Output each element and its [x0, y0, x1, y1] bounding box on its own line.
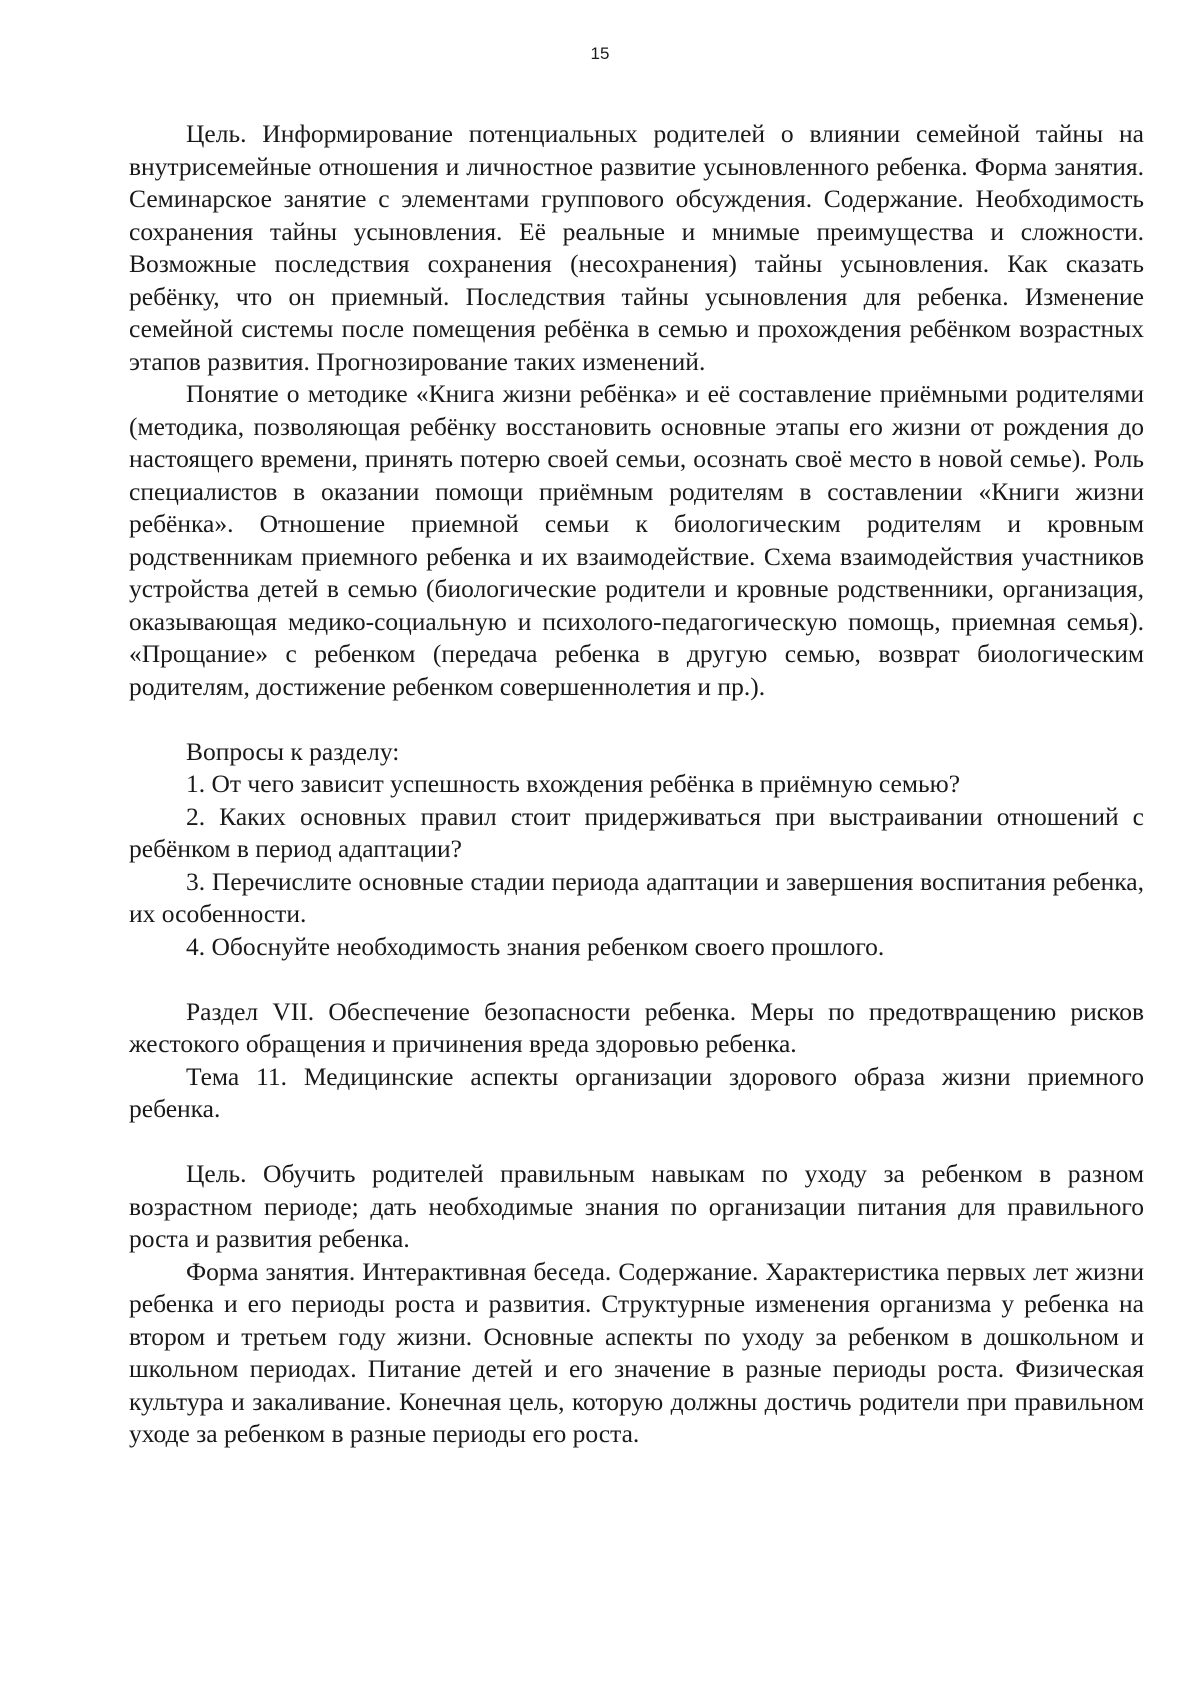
section-7-heading: Раздел VII. Обеспечение безопасности ребенка. Меры по предотвращению рисков жестокого обращения и причинения вреда здоровью ребенка.	[129, 996, 1144, 1058]
question-4: 4. Обоснуйте необходимость знания ребенком своего прошлого.	[186, 931, 885, 961]
topic-11-heading: Тема 11. Медицинские аспекты организации здорового образа жизни приемного ребенка.	[129, 1061, 1144, 1123]
page-number: 15	[590, 44, 610, 63]
paragraph-goal-child-care: Цель. Обучить родителей правильным навыкам по уходу за ребенком в разном возрастном периоде; дать необходимые знания по организации питания для правильного роста и развития ребенка.	[129, 1159, 1144, 1253]
questions-heading: Вопросы к разделу:	[186, 736, 400, 766]
paragraph-life-book-method: Понятие о методике «Книга жизни ребёнка» и её составление приёмными родителями (методика, позволяющая ребёнку восстановить основные этапы его жизни от рождения до настоящего времени, принять потерю своей семьи, осознать своё место в новой семье). Роль специалистов в оказании помощи приёмным родителям в составлении «Книги жизни ребёнка». Отношение приемной семьи к биологическим родителям и кровным родственникам приемного ребенка и их взаимодействие. Схема взаимодействия участников устройства детей в семью (биологические родители и кровные родственники, организация, оказывающая медико-социальную и психолого-педагогическую помощь, приемная семья). «Прощание» с ребенком (передача ребенка в другую семью, возврат биологическим родителям, достижение ребенком совершеннолетия и пр.).	[129, 379, 1144, 701]
document-body	[129, 118, 1144, 1451]
question-3: 3. Перечислите основные стадии периода адаптации и завершения воспитания ребенка, их особенности.	[129, 866, 1144, 928]
question-2: 2. Каких основных правил стоит придерживаться при выстраивании отношений с ребёнком в период адаптации?	[129, 801, 1144, 863]
paragraph-lesson-form-content: Форма занятия. Интерактивная беседа. Содержание. Характеристика первых лет жизни ребенка и его периоды роста и развития. Структурные изменения организма у ребенка на втором и третьем году жизни. Основные аспекты по уходу за ребенком в дошкольном и школьном периодах. Питание детей и его значение в разные периоды роста. Физическая культура и закаливание. Конечная цель, которую должны достичь родители при правильном уходе за ребенком в разные периоды его роста.	[129, 1256, 1144, 1448]
question-1: 1. От чего зависит успешность вхождения ребёнка в приёмную семью?	[186, 769, 961, 798]
paragraph-goal-adoption-secret: Цель. Информирование потенциальных родителей о влиянии семейной тайны на внутрисемейные отношения и личностное развитие усыновленного ребенка. Форма занятия. Семинарское занятие с элементами группового обсуждения. Содержание. Необходимость сохранения тайны усыновления. Её реальные и мнимые преимущества и сложности. Возможные последствия сохранения (несохранения) тайны усыновления. Как сказать ребёнку, что он приемный. Последствия тайны усыновления для ребенка. Изменение семейной системы после помещения ребёнка в семью и прохождения ребёнком возрастных этапов развития. Прогнозирование таких изменений.	[129, 119, 1144, 376]
